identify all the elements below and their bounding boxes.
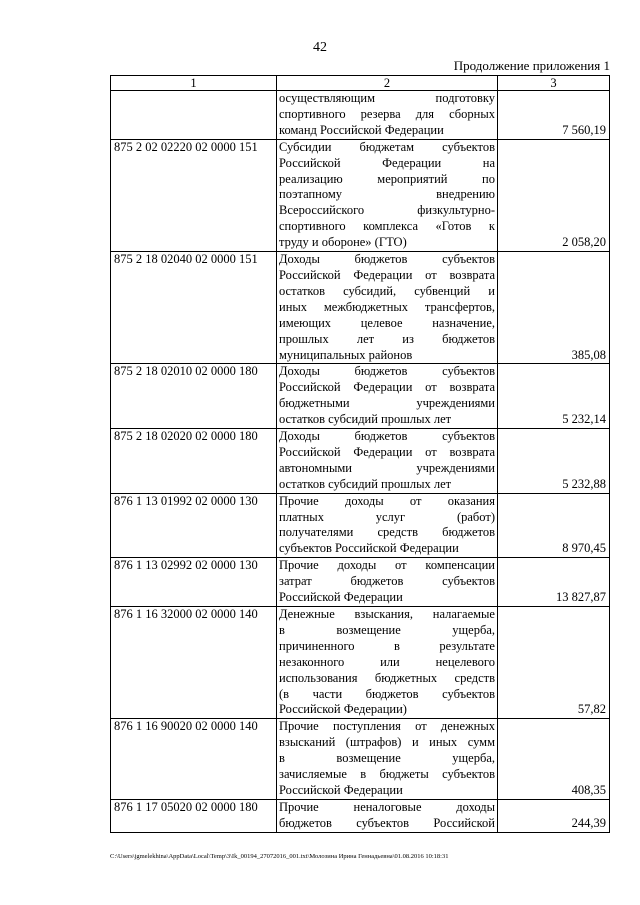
description-line: Доходы бюджетов субъектов bbox=[279, 429, 495, 444]
amount-cell: 2 058,20 bbox=[498, 139, 610, 251]
amount-cell: 408,35 bbox=[498, 719, 610, 800]
description-line: команд Российской Федерации bbox=[279, 122, 444, 137]
description-line: спортивного резерва для сборных bbox=[279, 106, 495, 121]
amount-cell: 8 970,45 bbox=[498, 493, 610, 558]
revenue-code-cell: 876 1 13 02992 02 0000 130 bbox=[111, 558, 277, 607]
description-line: Всероссийского физкультурно- bbox=[279, 203, 495, 218]
description-line: в возмещение ущерба, bbox=[279, 751, 495, 766]
table-row bbox=[111, 429, 610, 494]
amount-cell: 7 560,19 bbox=[498, 91, 610, 140]
description-line: спортивного комплекса «Готов к bbox=[279, 219, 495, 234]
table-row bbox=[111, 607, 610, 719]
description-line: затрат бюджетов субъектов bbox=[279, 574, 495, 589]
description-line: Доходы бюджетов субъектов bbox=[279, 364, 495, 379]
description-line: Российской Федерации от возврата bbox=[279, 380, 495, 395]
revenue-table bbox=[110, 75, 610, 833]
continuation-label: Продолжение приложения 1 bbox=[453, 58, 610, 73]
description-line: Доходы бюджетов субъектов bbox=[279, 252, 495, 267]
description-line: остатков субсидий, субвенций и bbox=[279, 283, 495, 298]
table-row bbox=[111, 139, 610, 251]
description-line: использования бюджетных средств bbox=[279, 670, 495, 685]
amount-cell: 244,39 bbox=[498, 799, 610, 832]
revenue-code-cell: 876 1 16 90020 02 0000 140 bbox=[111, 719, 277, 800]
description-line: прошлых лет из бюджетов bbox=[279, 331, 495, 346]
description-cell bbox=[277, 558, 498, 607]
description-line: муниципальных районов bbox=[279, 347, 413, 362]
revenue-code-cell: 875 2 18 02010 02 0000 180 bbox=[111, 364, 277, 429]
description-cell bbox=[277, 429, 498, 494]
description-line: причиненного в результате bbox=[279, 638, 495, 653]
description-cell bbox=[277, 364, 498, 429]
description-line: (в части бюджетов субъектов bbox=[279, 686, 495, 701]
table-row bbox=[111, 91, 610, 140]
description-line: Российской Федерации) bbox=[279, 702, 407, 717]
description-line: Российской Федерации bbox=[279, 590, 403, 605]
description-cell bbox=[277, 719, 498, 800]
description-line: Субсидии бюджетам субъектов bbox=[279, 139, 495, 154]
description-line: труду и обороне» (ГТО) bbox=[279, 235, 407, 250]
description-line: Российской Федерации от возврата bbox=[279, 444, 495, 459]
table-row bbox=[111, 719, 610, 800]
description-line: взысканий (штрафов) и иных сумм bbox=[279, 735, 495, 750]
description-line: платных услуг (работ) bbox=[279, 509, 495, 524]
description-line: бюджетов субъектов Российской bbox=[279, 815, 495, 830]
table-header-row bbox=[111, 76, 610, 91]
amount-cell: 5 232,88 bbox=[498, 429, 610, 494]
description-line: иных межбюджетных трансфертов, bbox=[279, 299, 495, 314]
description-line: Российской Федерации bbox=[279, 782, 403, 797]
description-line: бюджетными учреждениями bbox=[279, 396, 495, 411]
table-row bbox=[111, 558, 610, 607]
column-header-code: 1 bbox=[111, 76, 277, 91]
description-line: Денежные взыскания, налагаемые bbox=[279, 607, 495, 621]
table-row bbox=[111, 493, 610, 558]
description-line: Прочие доходы от оказания bbox=[279, 493, 495, 508]
table-row bbox=[111, 364, 610, 429]
description-cell bbox=[277, 493, 498, 558]
description-line: автономными учреждениями bbox=[279, 460, 495, 475]
description-line: субъектов Российской Федерации bbox=[279, 541, 459, 556]
revenue-code-cell: 876 1 17 05020 02 0000 180 bbox=[111, 799, 277, 832]
description-line: имеющих целевое назначение, bbox=[279, 315, 495, 330]
description-line: Российской Федерации от возврата bbox=[279, 267, 495, 282]
description-cell bbox=[277, 252, 498, 364]
amount-cell: 5 232,14 bbox=[498, 364, 610, 429]
amount-cell: 57,82 bbox=[498, 607, 610, 719]
page-number: 42 bbox=[313, 40, 327, 55]
description-line: получателями средств бюджетов bbox=[279, 525, 495, 540]
description-cell bbox=[277, 91, 498, 140]
table-row bbox=[111, 799, 610, 832]
description-line: остатков субсидий прошлых лет bbox=[279, 412, 452, 427]
revenue-code-cell: 875 2 18 02020 02 0000 180 bbox=[111, 429, 277, 494]
description-cell bbox=[277, 139, 498, 251]
description-line: Прочие доходы от компенсации bbox=[279, 558, 495, 573]
amount-cell: 385,08 bbox=[498, 252, 610, 364]
revenue-code-cell: 875 2 18 02040 02 0000 151 bbox=[111, 252, 277, 364]
amount-cell: 13 827,87 bbox=[498, 558, 610, 607]
description-line: поэтапному внедрению bbox=[279, 187, 495, 202]
description-line: незаконного или нецелевого bbox=[279, 654, 495, 669]
revenue-code-cell: 875 2 02 02220 02 0000 151 bbox=[111, 139, 277, 251]
description-cell bbox=[277, 607, 498, 719]
description-line: Прочие неналоговые доходы bbox=[279, 799, 495, 814]
revenue-code-cell: 876 1 16 32000 02 0000 140 bbox=[111, 607, 277, 719]
description-line: остатков субсидий прошлых лет bbox=[279, 476, 452, 491]
column-header-description: 2 bbox=[277, 76, 498, 91]
description-line: реализацию мероприятий по bbox=[279, 171, 495, 186]
table-row bbox=[111, 252, 610, 364]
description-line: Прочие поступления от денежных bbox=[279, 719, 495, 734]
footer-file-path: C:\Users\jgmelekhina\AppData\Local\Temp\3\Ik_00194_27072016_001.txt\Молозина Ирина Геннадьевна\01.08.2016 10:18:31 bbox=[110, 853, 449, 860]
revenue-code-cell bbox=[111, 91, 277, 140]
description-cell bbox=[277, 799, 498, 832]
description-line: осуществляющим подготовку bbox=[279, 91, 495, 105]
description-line: зачисляемые в бюджеты субъектов bbox=[279, 767, 495, 782]
column-header-amount: 3 bbox=[498, 76, 610, 91]
description-line: в возмещение ущерба, bbox=[279, 622, 495, 637]
description-line: Российской Федерации на bbox=[279, 155, 495, 170]
revenue-code-cell: 876 1 13 01992 02 0000 130 bbox=[111, 493, 277, 558]
